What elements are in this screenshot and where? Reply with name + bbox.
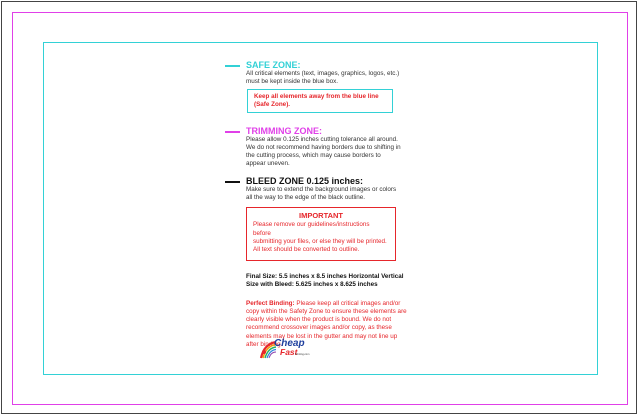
trimming-zone-heading: TRIMMING ZONE: bbox=[246, 126, 418, 136]
cheap-fast-logo bbox=[258, 334, 316, 362]
trimming-zone-text: Please allow 0.125 inches cutting tolerance all around. We do not recommend having borders due to shifting in the cutting process, which may cause borders to appear uneven. bbox=[246, 135, 401, 168]
trimming-zone-marker bbox=[225, 131, 240, 133]
bleed-zone-marker bbox=[225, 181, 240, 183]
bleed-zone-text: Make sure to extend the background images or colors all the way to the edge of the black outline. bbox=[246, 185, 397, 202]
size-with-bleed: Size with Bleed: 5.625 inches x 8.625 inches bbox=[246, 281, 378, 289]
size-specs bbox=[246, 273, 418, 290]
logo-word-fast: Fast bbox=[280, 347, 298, 357]
perfect-binding-label: Perfect Binding: bbox=[246, 299, 295, 307]
logo-mark bbox=[258, 334, 316, 362]
perfect-binding-text: Perfect Binding: Please keep all critical images and/or copy within the Safety Zone to ensure these elements are clearly visible when the product is bound. We do not recommend crossover images and/or copy, as these elements may be lost in the gutter and may not line up after binding. bbox=[246, 299, 407, 349]
safe-zone-marker bbox=[225, 65, 240, 67]
important-box: IMPORTANT Please remove our guidelines/instructions before submitting your files, or else they will be printed. All text should be converted to outline. bbox=[246, 207, 396, 260]
important-title: IMPORTANT bbox=[298, 211, 344, 221]
safe-zone-note: Keep all elements away from the blue line (Safe Zone). bbox=[247, 89, 393, 113]
bleed-zone-heading: BLEED ZONE 0.125 inches: bbox=[246, 176, 418, 186]
safe-zone-text: All critical elements (text, images, graphics, logos, etc.) must be kept inside the blue box. bbox=[246, 70, 400, 86]
guidelines-panel bbox=[246, 60, 418, 349]
final-size: Final Size: 5.5 inches x 8.5 inches Horizontal Vertical bbox=[246, 272, 404, 280]
logo-word-cheap: Cheap bbox=[274, 338, 305, 349]
logo-small-text: Printing.com bbox=[295, 353, 310, 356]
safe-zone-heading: SAFE ZONE: bbox=[246, 60, 418, 70]
